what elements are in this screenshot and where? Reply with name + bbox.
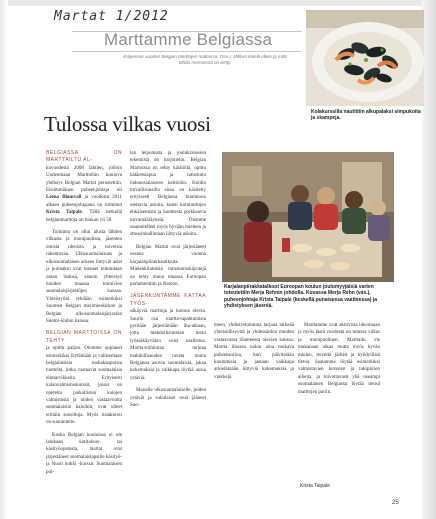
- person-name: Krista Taipale: [46, 210, 82, 216]
- subheading: BELGIAN MARTTOISSA ON TEHTY: [46, 330, 122, 344]
- article-column-4: [298, 322, 380, 492]
- scan-edge-top: [0, 0, 436, 6]
- article-column-2: [130, 150, 206, 490]
- handwritten-issue-note: Martat 1/2012: [54, 9, 169, 24]
- seafood-photo: [306, 10, 424, 106]
- talkoot-photo: [222, 152, 394, 282]
- photo-caption-top: Kolakurssilla nautittiin alkupalaksi simpukoita ja skampeja.: [311, 109, 421, 122]
- person-name: Leena Blomvall: [46, 195, 82, 201]
- subheading: JÄSENKUNTAMME KATTAA TYÖS-: [130, 293, 206, 307]
- paragraph: BELGIAN MARTTOISSA ON TEHTY ja opittu paljon. Olemme oppineet esimerkiksi löytämään ja valitsemaan belgialaisista ruokakaupoista tuotteita, jotka vastaavat suomalaisia elintarvikkeita. Erityisesti kalanvalmistuskurssit, joissa on opeteltu paikallisten kalojen valmistusta ja niiden vastaavuutta suomalaisiin kaloihin, ovat olleet erittäin suosittuja. Myös ristakurssi on suunniteltu.: [46, 330, 122, 426]
- paragraph: meen, yhdistystoiminta tarjoaa tärkeää yhteisöllisyyttä ja yhdessäoloa muiden vastaavassa tilanteessa olevien kanssa. Martta illoissa onkin aina mukava puheensorina, kun päivitetään kuulumisia ja jaetaan vaikkapa arkielämään liittyviä kokemuksia ja vinkkejä.: [214, 323, 294, 380]
- paragraph: Koska Belgian kouluissa ei ole lainkaan kotitalous- tai käsityöopetusta, martat ovat järjestäneet suomalaislapsille käsityö- ja Nuori kokki -kurssit. Suomalaisen pul-: [46, 432, 122, 475]
- divider-bottom: [72, 51, 302, 52]
- paragraph: Toiminta on ollut alusta lähtien vilkasta ja monipuolista, jäsenten omista ideoista ja toiveista rakentuvaa. Ulkosuomalaisuus ja ulkosuomalaisen arkeen liittyvät asiat ja pulmakin ovat tuoneet toimintaan oman lisänsä, sanoin yhteistyö muiden maassa toimivien suomalaisjärjestöjen kanssa. Yhteistyötä tehdään esimerkiksi Suomen Belgian merimieskirkon ja Belgian ulkosuomalaisjärjestön Suomi-klubin kanssa.: [46, 230, 122, 324]
- article-column-1: [46, 150, 122, 490]
- article-headline: Tulossa vilkas vuosi: [44, 112, 211, 136]
- paragraph: BELGIASSA ON MARTTAILTU AL- kuvuodesta 2008 lähtien, jolloin Uudenmaan Marttoihin kuuluva yhdistys Belgian Martat perustettiin. Ensimmäinen puheenjohtaja oli Leena Blomvall ja vuodesta 2011 alkaen puheenjohtajana on toiminut Krista Taipale. Tällä hetkellä belgianmarttoja on hiukan yli 50.: [46, 150, 122, 223]
- page-number: 25: [392, 500, 399, 506]
- subheading: BELGIASSA ON MARTTAILTU AL-: [46, 150, 122, 164]
- scan-edge-right: [422, 0, 436, 519]
- section-title: Marttamme Belgiassa: [104, 30, 273, 49]
- paragraph: lan leipomista ja joulukranssien tekemistä on harjoiteltu. Belgian Martoissa on tehty käsitöitä, opittu hätäensiapua ja tutustuttu indonesialaiseen keittiöön. Koidin turvallisuusilta sissa on käsitelty erityisesti Belgiassa huomioon otettavia asioita, kuten kotimurtojen ehkäisemistä ja Suomesta poikkeavia turvamääräyksiä. Olemme suunnitelleet myös hyvään mieleen ja stressinhallintaan liittyviä asioita.: [130, 151, 206, 238]
- photo-caption-main: Karjalanpiirakkatalkoot Euroopan koulun joulumyyjäisiä varten toteutettiin Merja Rehnin johdolla. Kuvassa Merja Rehn (vas.), puheenjohtaja Krista Taipale (keskellä punaisessa vaatteessa) ja yhdistyksen jäseniä.: [224, 284, 378, 310]
- paragraph: Monelle ulkosuomalaiselle, joiden ystävät ja sukulaiset ovat jääneet Suo-: [130, 388, 206, 408]
- paragraph: Marttamme ovat aktiivisia ideoimaan ja myös tästä vuodesta on tulossa vilkas ja monipuolinen. Marttailu vie mukanaan aikaa mutta myös hyvän mielen, tervettä järkeä ja hyödyllistä tietoa. Saatamme löytää esimerkiksi valmistavien kurssien ja tukipiirien aiheita, ja toivottavasti yhä useampi suomalainen Belgiassa löytää tiensä marttojen pariin.: [298, 323, 380, 395]
- intro-text: Kuljemme vuoden Belgian Marttojen mattassa. Osa I. Millisin koleiti olleis ja mitä tähän mennessä on tehty.: [123, 54, 287, 66]
- author-signature: Krista Taipale: [300, 483, 330, 489]
- article-column-3: [214, 322, 294, 492]
- paragraph: JÄSENKUNTAMME KATTAA TYÖS- säkäyviä marttoja ja kotona olevia. Suurin osa martta-tapahtumista pyritään järjestämään ilta-aikaan, jotta mahdollisimman moni työssäkäyväkin voisi osallistua. Martta-toimintaa tarjoaa mahdollisuuden tavata muita Belgiassa asuvia suomalaisia, jakaa kokemuksia ja vaikkapa löytää uusia ystäviä.: [130, 293, 206, 381]
- paragraph: Belgian Martat ovat järjestäneet useana vuonna karjalanpiirakkatalkoita. Mielenkiintoisia tutustumiskäyntejä on tehty muun muassa Euroopan parlamenttiin ja Natoon.: [130, 244, 206, 287]
- scan-edge-left: [0, 0, 8, 519]
